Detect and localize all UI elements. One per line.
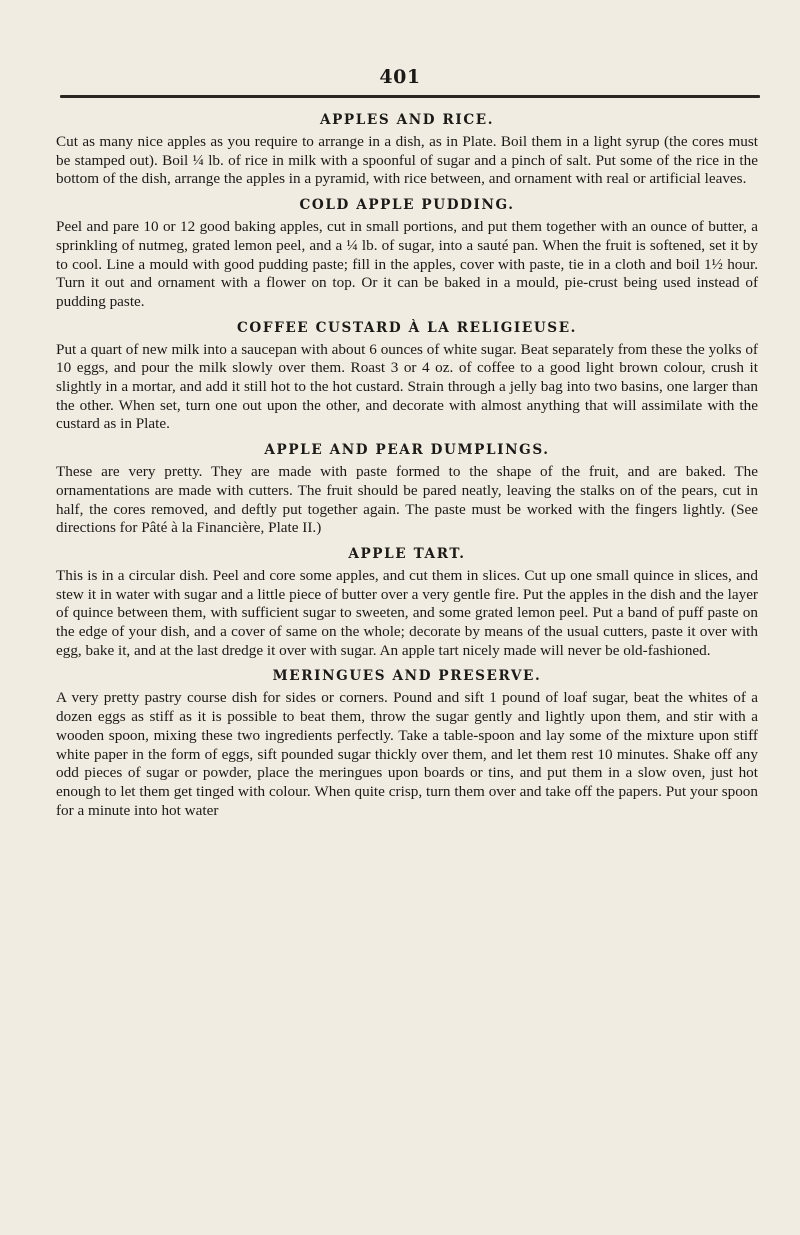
recipe-apple-tart (56, 544, 758, 661)
recipe-title: COLD APPLE PUDDING. (299, 197, 515, 214)
recipe-text: This is in a circular dish. Peel and core some apples, and cut them in slices. Cut up one small quince in slices, and stew it in water with sugar and a little piece of butter over a very gentle fire. Put the apples in the dish and the layer of quince between them, with sufficient sugar to sweeten, and some grated lemon peel. Put a band of puff paste on the edge of your dish, and a cover of same on the whole; decorate by means of the usual cutters, paste it over with egg, bake it, and at the last dredge it over with sugar. An apple tart nicely made will never be old-fashioned. (56, 566, 758, 659)
recipe-text: A very pretty pastry course dish for sides or corners. Pound and sift 1 pound of loaf sugar, beat the whites of a dozen eggs as stiff as it is possible to beat them, throw the sugar gently and lightly upon them, and stir with a wooden spoon, mixing these two ingredients perfectly. Take a table-spoon and lay some of the mixture upon stiff white paper in the form of eggs, sift pounded sugar thickly over them, and let them rest 10 minutes. Shake off any odd pieces of sugar or powder, place the meringues upon boards or tins, and put them in a slow oven, just hot enough to let them get tinged with colour. When quite crisp, turn them over and take off the papers. Put your spoon for a minute into hot water (56, 689, 758, 819)
page-number: 401 (379, 66, 421, 88)
recipe-title: APPLE TART. (348, 545, 466, 562)
recipe-title: APPLE AND PEAR DUMPLINGS. (264, 442, 550, 459)
recipe-text: Cut as many nice apples as you require to arrange in a dish, as in Plate. Boil them in a light syrup (the cores must be stamped out). Boil ¼ lb. of rice in milk with a spoonful of sugar and a pinch of salt. Put some of the rice in the bottom of the dish, arrange the apples in a pyramid, with rice between, and ornament with real or artificial leaves. (56, 133, 758, 188)
page-content (56, 110, 758, 826)
recipe-apples-and-rice (56, 110, 758, 189)
recipe-coffee-custard (56, 318, 758, 435)
recipe-meringues-and-preserve (56, 666, 758, 820)
recipe-title: APPLES AND RICE. (319, 112, 495, 128)
header-rule (60, 95, 760, 98)
recipe-cold-apple-pudding (56, 195, 758, 312)
recipe-apple-and-pear-dumplings (56, 440, 758, 538)
recipe-text: Put a quart of new milk into a saucepan with about 6 ounces of white sugar. Beat separately from these the yolks of 10 eggs, and pour the milk slowly over them. Roast 3 or 4 oz. of coffee to a good light brown colour, crush it slightly in a mortar, and add it still hot to the hot custard. Strain through a jelly bag into two basins, one larger than the other. When set, turn one out upon the other, and decorate with almost anything that will assimilate with the custard as in Plate. (56, 340, 758, 433)
recipe-title: COFFEE CUSTARD À LA RELIGIEUSE. (236, 319, 578, 336)
recipe-title: MERINGUES AND PRESERVE. (272, 668, 542, 685)
recipe-text: These are very pretty. They are made with paste formed to the shape of the fruit, and are baked. The ornamentations are made with cutters. The fruit should be pared neatly, leaving the stalks on of the pears, cut in half, the cores removed, and deftly put together again. The paste must be worked with the fingers lightly. (See directions for Pâté à la Financière, Plate II.) (56, 463, 758, 537)
recipe-text: Peel and pare 10 or 12 good baking apples, cut in small portions, and put them together with an ounce of butter, a sprinkling of nutmeg, grated lemon peel, and a ¼ lb. of sugar, into a sauté pan. When the fruit is softened, set it by to cool. Line a mould with good pudding paste; fill in the apples, cover with paste, tie in a cloth and boil 1½ hour. Turn it out and ornament with a flower on top. Or it can be baked in a mould, pie-crust being used instead of pudding paste. (56, 218, 758, 310)
